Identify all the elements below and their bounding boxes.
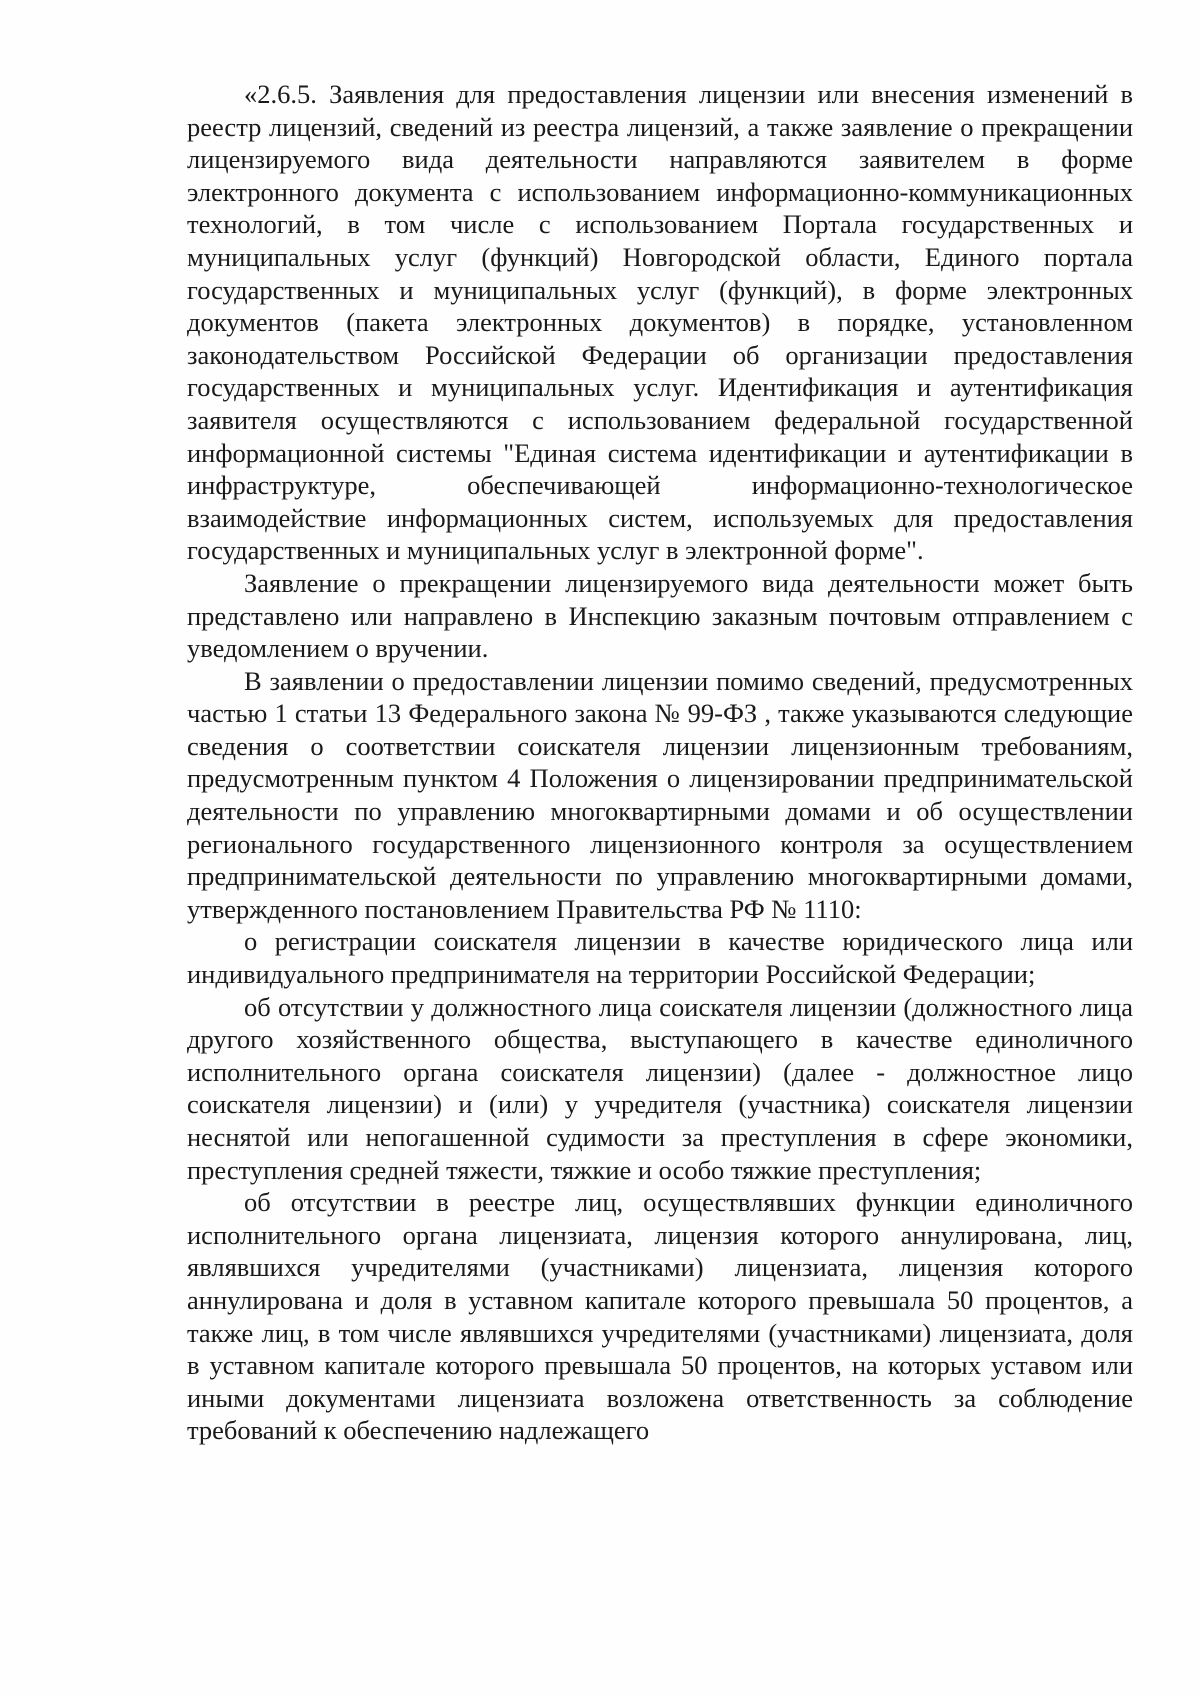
paragraph-license-application-info: В заявлении о предоставлении лицензии помимо сведений, предусмотренных частью 1 статьи 13 Федерального закона № 99-ФЗ , также указываются следующие сведения о соответствии соискателя лицензии лицензионным требованиям, предусмотренным пунктом 4 Положения о лицензировании предпринимательской деятельности по управлению многоквартирными домами и об осуществлении регионального государственного лицензионного контроля за осуществлением предпринимательской деятельности по управлению многоквартирными домами, утвержденного постановлением Правительства РФ № 1110: [187,665,1133,924]
paragraph-registry-absence: об отсутствии в реестре лиц, осуществлявших функции единоличного исполнительного органа лицензиата, лицензия которого аннулирована, лиц, являвшихся учредителями (участниками) лицензиата, лицензия которого аннулирована и доля в уставном капитале которого превышала 50 процентов, а также лиц, в том числе являвшихся учредителями (участниками) лицензиата, доля в уставном капитале которого превышала 50 процентов, на которых уставом или иными документами лицензиата возложена ответственность за соблюдение требований к обеспечению надлежащего [187,1187,1133,1446]
paragraph-registration: о регистрации соискателя лицензии в качестве юридического лица или индивидуального предпринимателя на территории Российской Федерации; [187,926,1133,990]
paragraph-termination-application: Заявление о прекращении лицензируемого вида деятельности может быть представлено или направлено в Инспекцию заказным почтовым отправлением с уведомлением о вручении. [187,567,1133,664]
paragraph-no-criminal-record: об отсутствии у должностного лица соискателя лицензии (должностного лица другого хозяйственного общества, выступающего в качестве единоличного исполнительного органа соискателя лицензии) (далее - должностное лицо соискателя лицензии) и (или) у учредителя (участника) соискателя лицензии неснятой или непогашенной судимости за преступления в сфере экономики, преступления средней тяжести, тяжкие и особо тяжкие преступления; [187,991,1133,1185]
document-body [187,78,1133,1447]
paragraph-2-6-5: «2.6.5. Заявления для предоставления лицензии или внесения изменений в реестр лицензий, сведений из реестра лицензий, а также заявление о прекращении лицензируемого вида деятельности направляются заявителем в форме электронного документа с использованием информационно-коммуникационных технологий, в том числе с использованием Портала государственных и муниципальных услуг (функций) Новгородской области, Единого портала государственных и муниципальных услуг (функций), в форме электронных документов (пакета электронных документов) в порядке, установленном законодательством Российской Федерации об организации предоставления государственных и муниципальных услуг. Идентификация и аутентификация заявителя осуществляются с использованием федеральной государственной информационной системы "Единая система идентификации и аутентификации в инфраструктуре, обеспечивающей информационно-технологическое взаимодействие информационных систем, используемых для предоставления государственных и муниципальных услуг в электронной форме". [187,79,1133,566]
